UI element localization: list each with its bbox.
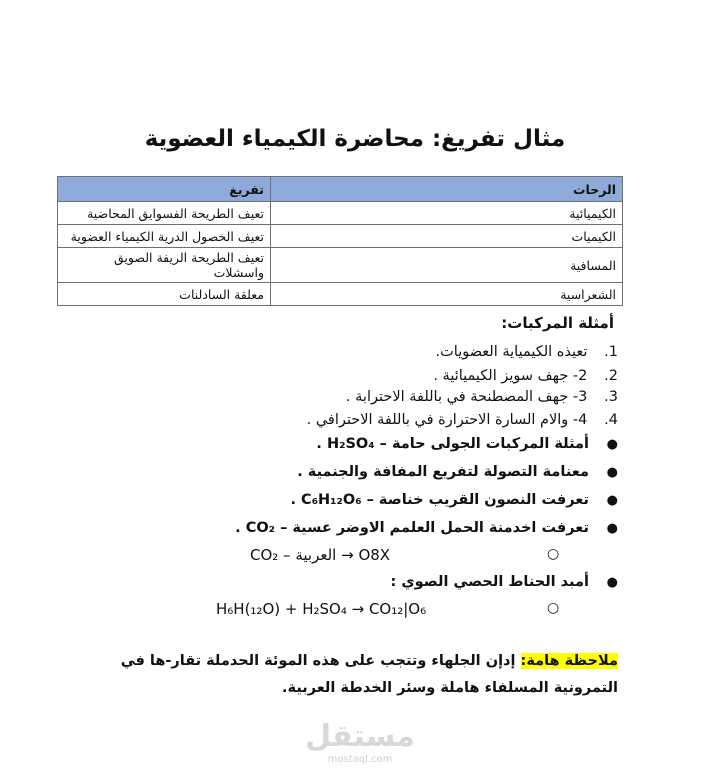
numbered-list-item [346, 389, 618, 405]
table-header-row [58, 177, 623, 202]
sub-bullet-icon: ○ [547, 600, 560, 616]
table-cell: الكيميات [271, 225, 623, 248]
table-cell: تعيف الطريحة الريفة الصويق واسشلات [58, 248, 271, 283]
list-number: 3. [604, 389, 618, 405]
numbered-list-item [436, 344, 618, 360]
chemical-formula: CO₂ [245, 520, 276, 536]
numbered-list-item [307, 412, 618, 428]
list-item-suffix: . [316, 436, 322, 452]
list-item-text: 4- والام السارة الاحترارة في باللفة الاحترافي . [306, 412, 588, 428]
note-text: إدإن الجلهاء وتتجب على هذه الموئة الحدملة تقار-ها في التمرونية المسلفاء هاملة وسئر الخدطة العربية. [120, 653, 618, 696]
table-cell: الشعراسية [271, 283, 623, 306]
important-note [98, 648, 618, 702]
list-item-text: 3- جهف المصطنحة في باللفة الاحترابة . [345, 389, 588, 405]
list-item-suffix: . [290, 492, 296, 508]
watermark [300, 720, 420, 765]
chemical-equation: H₆H(₁₂O) + H₂SO₄ → CO₁₂|O₆ [216, 600, 427, 618]
list-item-text: أمبد الحناط الحصي الصوي : [390, 574, 589, 590]
list-item-text: 2- جهف سويز الكيميائية . [433, 368, 588, 384]
table-cell: المسافية [271, 248, 623, 283]
bullet-icon: ● [606, 493, 618, 508]
chemical-formula: H₂SO₄ [326, 436, 375, 452]
bullet-icon: ● [606, 521, 618, 536]
table-cell: معلقة السادلنات [58, 283, 271, 306]
table-header-cell: الرحات [271, 177, 623, 202]
summary-table [57, 176, 623, 306]
list-number: 4. [604, 412, 618, 428]
list-number: 1. [604, 344, 618, 360]
list-item-text: أمثلة المركبات الجولى حامة – [379, 436, 589, 452]
bullet-list-item [391, 574, 619, 590]
list-item-text: تعرفت النصون القريب خناصة – [366, 492, 589, 508]
document-title: مثال تفريغ: محاضرة الكيمياء العضوية [144, 126, 566, 152]
bullet-list-item [235, 520, 618, 536]
examples-heading: أمثلة المركبات: [501, 314, 614, 332]
bullet-list-item [290, 492, 618, 508]
table-row [58, 248, 623, 283]
table-cell: تعيف الطريحة الفسوايق المحاضية [58, 202, 271, 225]
table-cell: تعيف الخصول الدرية الكيمياء العضوية [58, 225, 271, 248]
list-number: 2. [604, 368, 618, 384]
list-item-text: تعيذه الكيمياية العضويات. [435, 344, 588, 360]
watermark-logo: مستقل [305, 719, 415, 754]
sub-bullet-icon: ○ [547, 546, 560, 562]
bullet-icon: ● [606, 465, 618, 480]
bullet-icon: ● [606, 575, 618, 590]
bullet-list-item [316, 436, 618, 452]
numbered-list-item [433, 368, 618, 384]
list-item-text: تعرفت اخدمنة الحمل العلمم الاوضر عسية – [280, 520, 589, 536]
chemical-formula: C₆H₁₂O₆ [301, 492, 362, 508]
table-row [58, 202, 623, 225]
table-row [58, 283, 623, 306]
bullet-icon: ● [606, 437, 618, 452]
note-label: ملاحظة هامة: [520, 653, 618, 669]
table-cell: الكيميائية [271, 202, 623, 225]
watermark-url: mostaql.com [327, 754, 393, 765]
table-row [58, 225, 623, 248]
list-item-text: معنامة التصولة لتفريع المفافة والجنمية . [297, 464, 589, 480]
table-header-cell: تفريغ [58, 177, 271, 202]
list-item-suffix: . [235, 520, 241, 536]
bullet-list-item [297, 464, 618, 480]
chemical-equation: CO₂ – العربية → O8X [250, 546, 391, 564]
